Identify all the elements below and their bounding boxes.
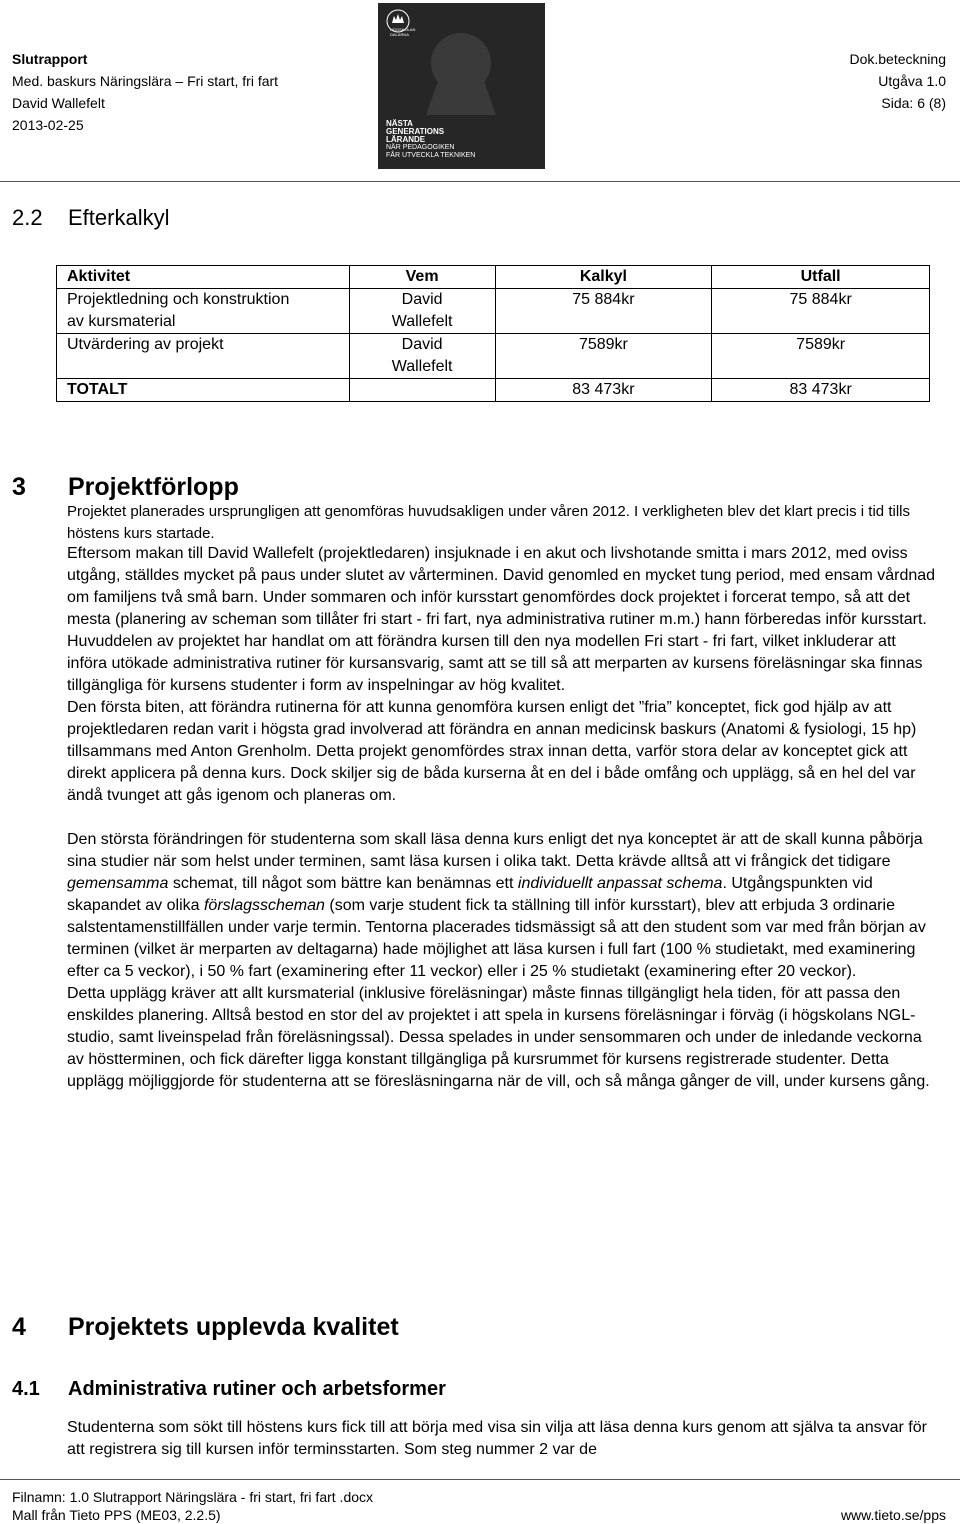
table-header-row	[57, 266, 930, 289]
heading-projektforlopp: 3 Projektförlopp	[12, 473, 239, 501]
page-number: Sida: 6 (8)	[881, 95, 946, 111]
table-cell: Utvärdering av projekt	[57, 334, 350, 379]
logo-text: NÄSTA GENERATIONS LÄRANDE NÄR PEDAGOGIKEN FÅR UTVECKLA TEKNIKEN	[386, 119, 476, 159]
table-row	[57, 334, 930, 379]
heading-efterkalkyl: 2.2 Efterkalkyl	[12, 205, 170, 230]
report-title: Slutrapport	[12, 51, 88, 67]
seal-text: HÖGSKOLAN DALARNA	[390, 27, 416, 37]
table-row	[57, 379, 930, 402]
table-cell: David Wallefelt	[349, 289, 495, 334]
table-cell: Projektledning och konstruktion av kursmaterial	[57, 289, 350, 334]
footer-divider	[0, 1479, 960, 1480]
paragraph: Eftersom makan till David Wallefelt (projektledaren) insjuknade i en akut och livshotande smitta i mars 2012, med oviss utgång, ställdes mycket på paus under slutet av vårterminen. David genomled en mycket tung period, med ensam vårdnad om familjens två små barn. Under sommaren och inför kursstart genomfördes dock projektet i forcerat tempo, så att det mesta (planering av scheman som tillåter fri start - fri fart, nya administrativa rutiner m.m.) hann förberedas inför kursstart.	[67, 545, 936, 628]
column-header: Vem	[349, 266, 495, 289]
paragraph: Den största förändringen för studenterna som skall läsa denna kurs enligt det nya konceptet är att de skall kunna påbörja sina studier när som helst under terminen, samt läsa kursen i olika takt. Detta krävde alltså att vi frångick det tidigare gemensamma schemat, till något som bättre kan benämnas ett individuellt anpassat schema. Utgångspunkten vid skapandet av olika förslagsscheman (som varje student fick ta ställning till inför kursstart), blev att erbjuda 3 ordinarie salstentamenstillfällen under varje termin. Tentorna placerades tidsmässigt så att den student som var med från början av terminen (vilket är merparten av deltagarna) hade möjlighet att läsa kursen i full fart (100 % studietakt, med examinering efter ca 5 veckor), i 50 % fart (examinering efter 11 veckor) eller i 25 % studietakt (examinering efter 20 veckor).	[67, 831, 926, 980]
footer-left	[12, 1488, 373, 1524]
footer-filename: Filnamn: 1.0 Slutrapport Näringslära - fri start, fri fart .docx	[12, 1489, 374, 1505]
ngl-logo	[378, 3, 545, 169]
footer-url: www.tieto.se/pps	[840, 1507, 946, 1523]
table-cell: David Wallefelt	[349, 334, 495, 379]
report-author: David Wallefelt	[12, 95, 105, 111]
section-3-body	[67, 543, 937, 1093]
paragraph: Huvuddelen av projektet har handlat om att förändra kursen till den nya modellen Fri start - fri fart, vilket inkluderar att införa utökade administrativa rutiner för kursansvarig, samt att se till så att merparten av kursens föreläsningar ska finnas tillgängliga för kursens studenter i form av inspelningar av hög kvalitet.	[67, 633, 923, 694]
column-header: Kalkyl	[495, 266, 712, 289]
table-cell: 75 884kr	[712, 289, 930, 334]
doc-version: Utgåva 1.0	[878, 73, 946, 89]
paragraph: Projektet planerades ursprungligen att genomföras huvudsakligen under våren 2012. I verkligheten blev det klart precis i tid tills höstens kurs startade.	[67, 503, 910, 542]
paragraph: Den första biten, att förändra rutinerna för att kunna genomföra kursen enligt det ”fria” konceptet, fick god hjälp av att projektledaren redan varit i högsta grad involverad att förändra en annan medicinsk baskurs (Anatomi & fysiologi, 15 hp) tillsammans med Anton Grenholm. Detta projekt genomfördes strax innan detta, varför stora delar av konceptet gick att direkt applicera på denna kurs. Dock skiljer sig de båda kurserna åt en del i både omfång och upplägg, så en hel del var ändå tvunget att gås igenom och planeras om.	[67, 699, 917, 804]
header-right	[849, 48, 946, 114]
table-cell: TOTALT	[57, 379, 350, 402]
efterkalkyl-table	[56, 265, 930, 402]
table-cell: 7589kr	[712, 334, 930, 379]
heading-administrativa-rutiner: 4.1 Administrativa rutiner och arbetsformer	[12, 1378, 446, 1400]
heading-projektets-kvalitet: 4 Projektets upplevda kvalitet	[12, 1313, 399, 1341]
column-header: Aktivitet	[57, 266, 350, 289]
footer-template: Mall från Tieto PPS (ME03, 2.2.5)	[12, 1507, 221, 1523]
table-cell	[349, 379, 495, 402]
column-header: Utfall	[712, 266, 930, 289]
table-cell: 7589kr	[495, 334, 712, 379]
header-left	[12, 48, 278, 136]
paragraph: Studenterna som sökt till höstens kurs fick till att börja med visa sin vilja att läsa denna kurs genom att själva ta ansvar för att registrera sig till kursen inför terminsstarten. Som steg nummer 2 var de	[67, 1419, 927, 1458]
header-divider	[0, 181, 960, 182]
table-cell: 83 473kr	[495, 379, 712, 402]
table-row	[57, 289, 930, 334]
table-cell: 75 884kr	[495, 289, 712, 334]
doc-label: Dok.beteckning	[849, 51, 946, 67]
report-date: 2013-02-25	[12, 117, 84, 133]
table-cell: 83 473kr	[712, 379, 930, 402]
report-subtitle: Med. baskurs Näringslära – Fri start, fri fart	[12, 73, 279, 89]
paragraph: Detta upplägg kräver att allt kursmaterial (inklusive föreläsningar) måste finnas tillgängligt hela tiden, för att passa den enskildes planering. Alltså bestod en stor del av projektet i att spela in kursens föreläsningar i förväg (i högskolans NGL-studio, samt liveinspelad från föreläsningssal). Dessa spelades in under sensommaren och under de inledande veckorna av höstterminen, och fick därefter ligga konstant tillgängliga på kursrummet för kursens registrerade studenter. Detta upplägg möjliggjorde för studenterna att se föresläsningarna när de vill, och så många gånger de vill, under kursens gång.	[67, 985, 930, 1090]
